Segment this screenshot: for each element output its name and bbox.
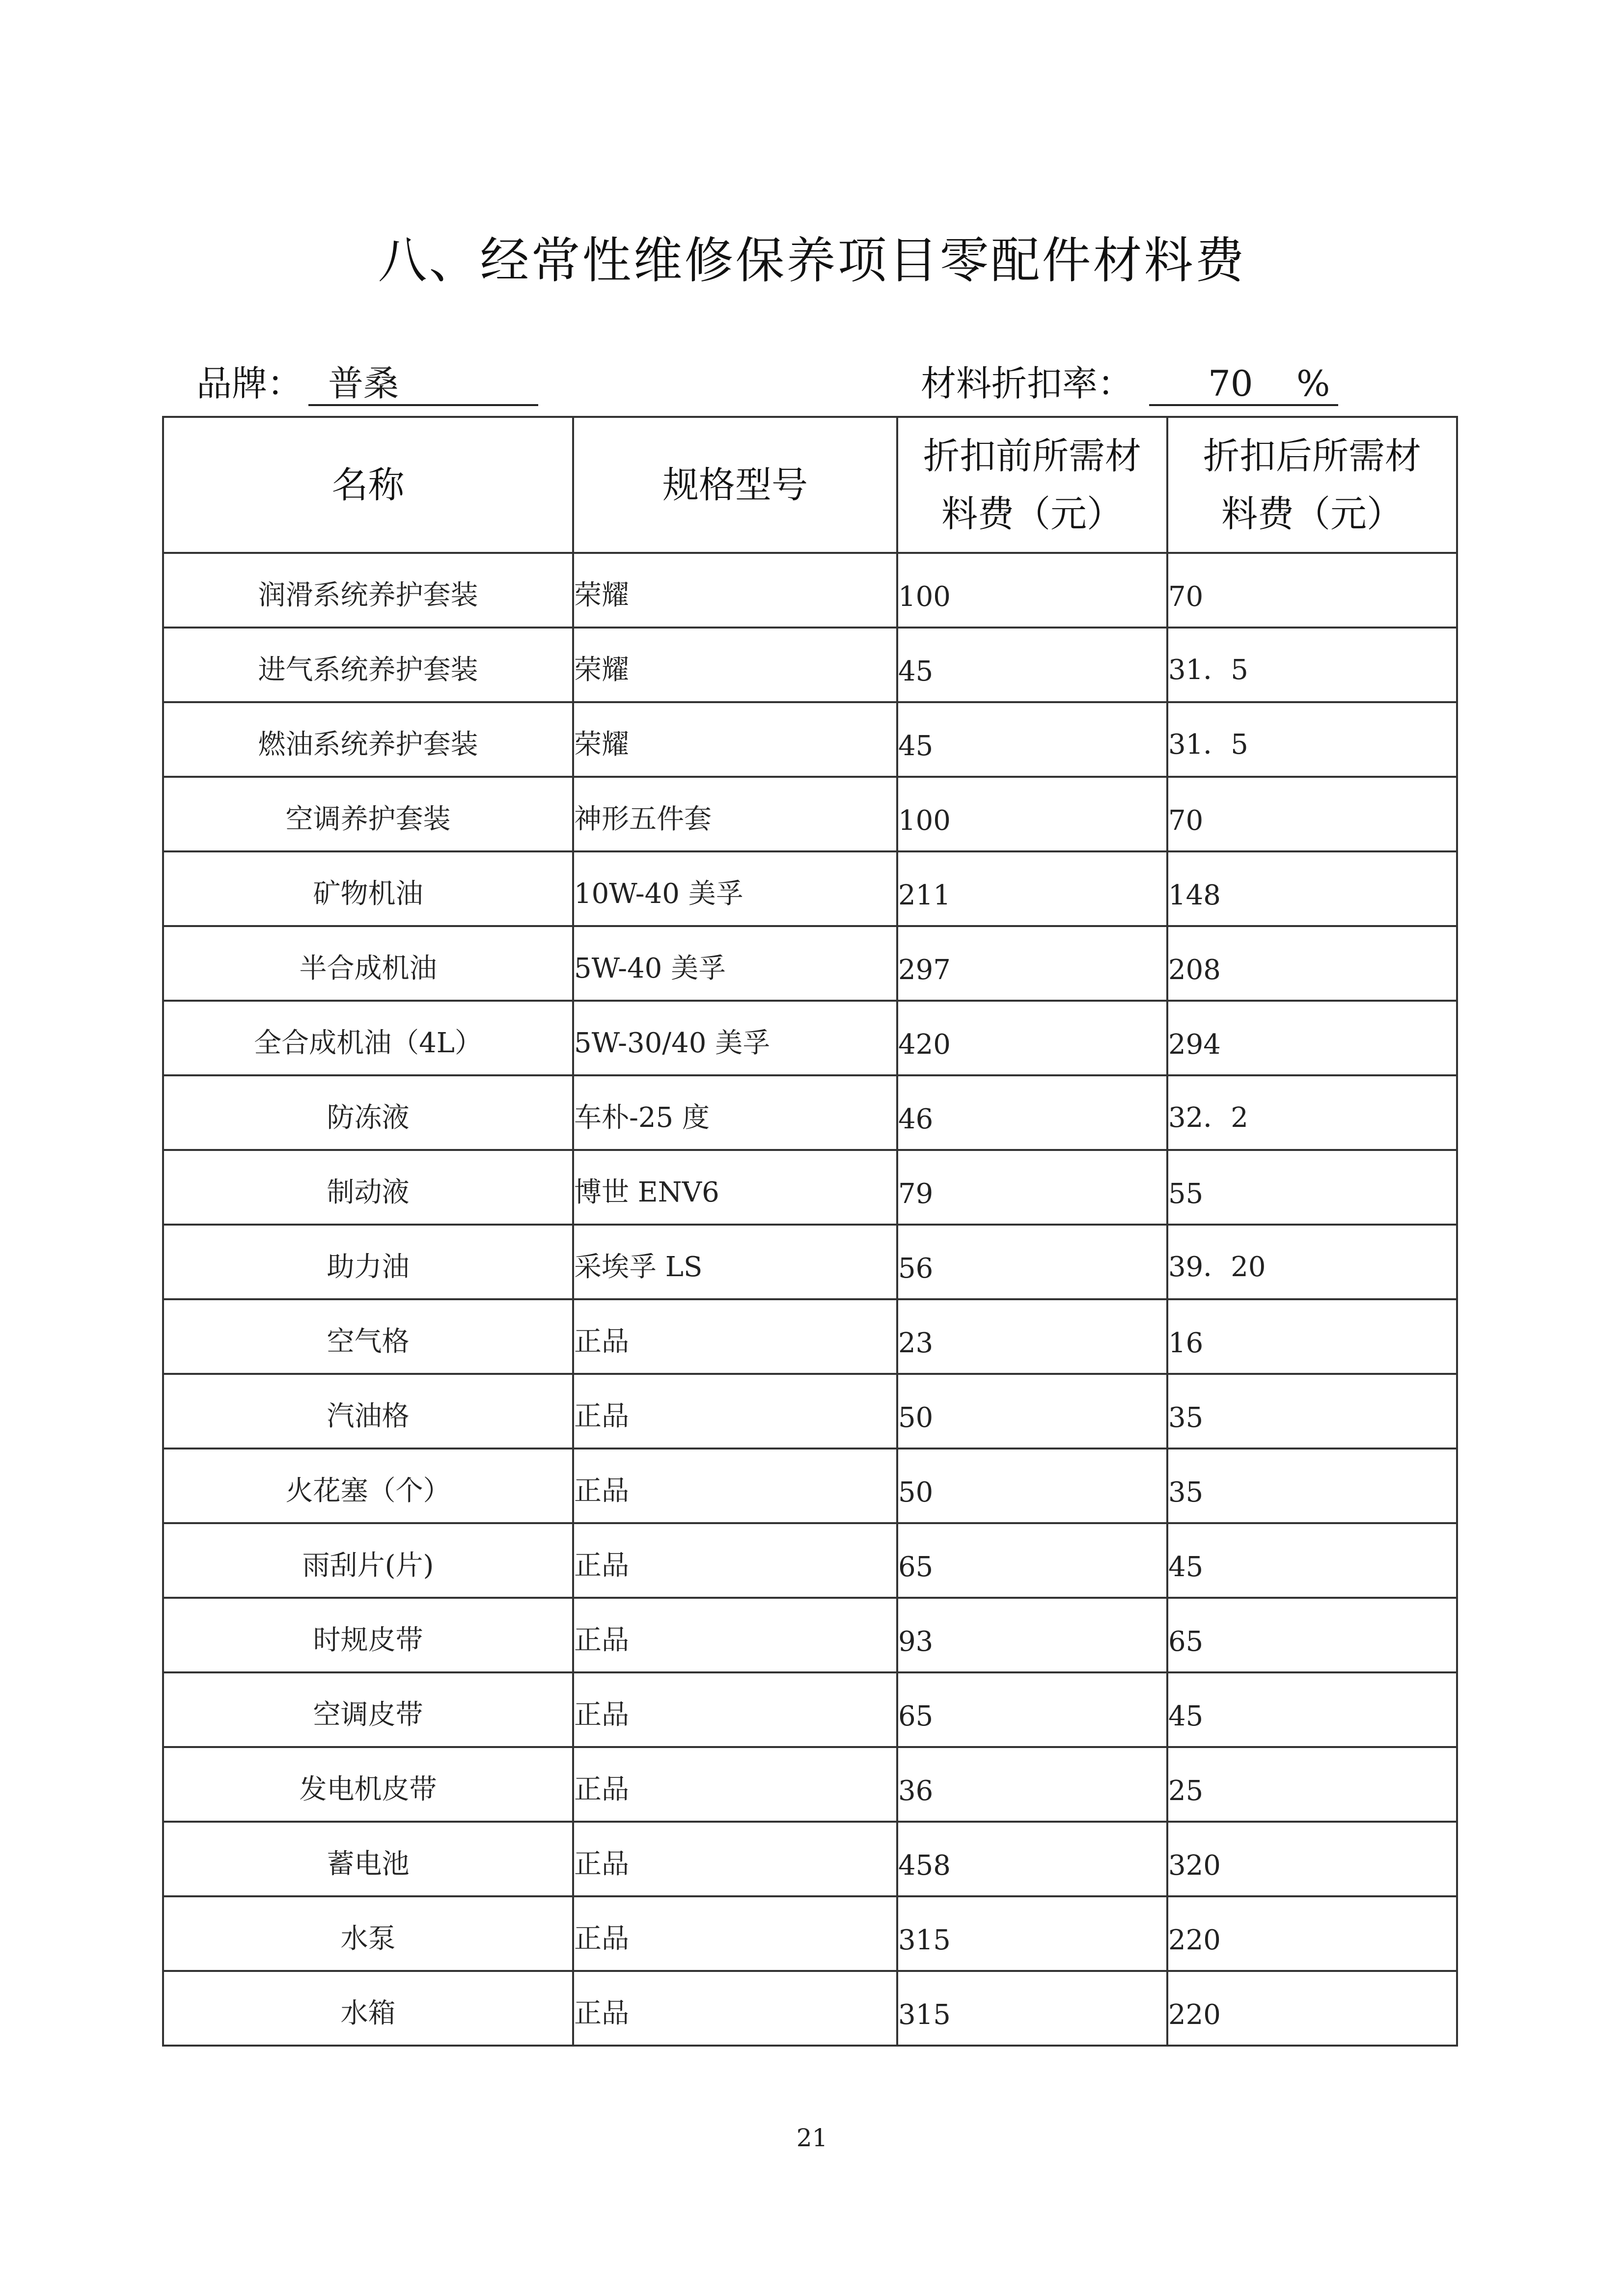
cell-price-after: 35 — [1167, 1374, 1457, 1449]
table-header-row — [163, 417, 1457, 553]
cell-spec: 采埃孚 LS — [573, 1225, 897, 1299]
cell-price-before: 36 — [897, 1747, 1167, 1822]
table-row — [163, 1971, 1457, 2046]
table-row — [163, 777, 1457, 851]
cell-name: 空调养护套装 — [163, 777, 573, 851]
cell-price-before: 211 — [897, 851, 1167, 926]
cell-price-before: 100 — [897, 553, 1167, 628]
cell-name: 时规皮带 — [163, 1598, 573, 1672]
cell-price-after: 220 — [1167, 1971, 1457, 2046]
cell-spec: 正品 — [573, 1299, 897, 1374]
cell-spec: 正品 — [573, 1449, 897, 1523]
table-row — [163, 1896, 1457, 1971]
cell-price-after: 32．2 — [1167, 1075, 1457, 1150]
cell-price-after: 39．20 — [1167, 1225, 1457, 1299]
cell-price-after: 208 — [1167, 926, 1457, 1001]
cell-price-before: 46 — [897, 1075, 1167, 1150]
cell-price-before: 458 — [897, 1822, 1167, 1896]
cell-spec: 正品 — [573, 1374, 897, 1449]
cell-spec: 荣耀 — [573, 553, 897, 628]
page-number: 21 — [796, 2124, 828, 2152]
cell-name: 空气格 — [163, 1299, 573, 1374]
cell-name: 防冻液 — [163, 1075, 573, 1150]
cell-price-after: 31．5 — [1167, 702, 1457, 777]
cell-price-before: 297 — [897, 926, 1167, 1001]
header-before — [897, 417, 1167, 553]
cell-name: 助力油 — [163, 1225, 573, 1299]
cell-spec: 正品 — [573, 1598, 897, 1672]
cell-name: 汽油格 — [163, 1374, 573, 1449]
cell-name: 发电机皮带 — [163, 1747, 573, 1822]
cell-name: 水泵 — [163, 1896, 573, 1971]
cell-price-before: 45 — [897, 702, 1167, 777]
cell-price-after: 45 — [1167, 1672, 1457, 1747]
header-before-line2: 料费（元） — [941, 492, 1123, 535]
cell-price-after: 320 — [1167, 1822, 1457, 1896]
cell-spec: 5W-30/40 美孚 — [573, 1001, 897, 1075]
parts-table — [162, 416, 1458, 2047]
cell-price-after: 25 — [1167, 1747, 1457, 1822]
cell-name: 制动液 — [163, 1150, 573, 1225]
cell-price-after: 70 — [1167, 553, 1457, 628]
header-after-line1: 折扣后所需材 — [1203, 435, 1421, 477]
cell-price-before: 420 — [897, 1001, 1167, 1075]
cell-name: 火花塞（个） — [163, 1449, 573, 1523]
cell-spec: 正品 — [573, 1822, 897, 1896]
table-row — [163, 851, 1457, 926]
cell-price-after: 65 — [1167, 1598, 1457, 1672]
cell-spec: 正品 — [573, 1747, 897, 1822]
header-spec: 规格型号 — [573, 417, 897, 553]
cell-price-after: 35 — [1167, 1449, 1457, 1523]
cell-price-after: 31．5 — [1167, 628, 1457, 702]
discount-value — [1149, 361, 1338, 406]
cell-spec: 车朴-25 度 — [573, 1075, 897, 1150]
cell-name: 水箱 — [163, 1971, 573, 2046]
brand-label: 品牌： — [196, 363, 303, 404]
cell-price-before: 79 — [897, 1150, 1167, 1225]
cell-price-before: 50 — [897, 1374, 1167, 1449]
cell-spec: 10W-40 美孚 — [573, 851, 897, 926]
cell-spec: 正品 — [573, 1971, 897, 2046]
cell-price-before: 56 — [897, 1225, 1167, 1299]
table-row — [163, 1523, 1457, 1598]
cell-price-before: 100 — [897, 777, 1167, 851]
cell-name: 燃油系统养护套装 — [163, 702, 573, 777]
cell-name: 矿物机油 — [163, 851, 573, 926]
table-row — [163, 1001, 1457, 1075]
cell-name: 进气系统养护套装 — [163, 628, 573, 702]
header-after-line2: 料费（元） — [1221, 492, 1403, 535]
table-row — [163, 628, 1457, 702]
table-row — [163, 1672, 1457, 1747]
cell-price-before: 23 — [897, 1299, 1167, 1374]
cell-spec: 博世 ENV6 — [573, 1150, 897, 1225]
cell-price-before: 50 — [897, 1449, 1167, 1523]
cell-price-after: 148 — [1167, 851, 1457, 926]
cell-spec: 正品 — [573, 1896, 897, 1971]
table-row — [163, 553, 1457, 628]
cell-name: 雨刮片(片) — [163, 1523, 573, 1598]
table-row — [163, 1299, 1457, 1374]
cell-spec: 神形五件套 — [573, 777, 897, 851]
cell-price-before: 45 — [897, 628, 1167, 702]
cell-spec: 正品 — [573, 1523, 897, 1598]
discount-label: 材料折扣率： — [921, 363, 1133, 404]
table-row — [163, 926, 1457, 1001]
cell-price-after: 70 — [1167, 777, 1457, 851]
cell-price-after: 220 — [1167, 1896, 1457, 1971]
table-row — [163, 702, 1457, 777]
cell-spec: 荣耀 — [573, 702, 897, 777]
header-before-line1: 折扣前所需材 — [923, 435, 1141, 477]
cell-name: 蓄电池 — [163, 1822, 573, 1896]
header-name: 名称 — [163, 417, 573, 553]
table-row — [163, 1747, 1457, 1822]
cell-price-after: 45 — [1167, 1523, 1457, 1598]
cell-price-after: 294 — [1167, 1001, 1457, 1075]
table-row — [163, 1449, 1457, 1523]
cell-name: 半合成机油 — [163, 926, 573, 1001]
table-body — [163, 553, 1457, 2046]
cell-spec: 正品 — [573, 1672, 897, 1747]
brand-value: 普桑 — [308, 361, 538, 406]
page-title: 八、经常性维修保养项目零配件材料费 — [378, 232, 1246, 289]
table-row — [163, 1374, 1457, 1449]
cell-price-after: 55 — [1167, 1150, 1457, 1225]
table-row — [163, 1075, 1457, 1150]
table-row — [163, 1598, 1457, 1672]
table-row — [163, 1822, 1457, 1896]
cell-price-before: 65 — [897, 1523, 1167, 1598]
discount-unit: % — [1296, 363, 1330, 404]
table-row — [163, 1225, 1457, 1299]
discount-rate: 70 — [1208, 363, 1253, 404]
table-row — [163, 1150, 1457, 1225]
cell-price-before: 93 — [897, 1598, 1167, 1672]
cell-name: 润滑系统养护套装 — [163, 553, 573, 628]
cell-price-after: 16 — [1167, 1299, 1457, 1374]
cell-spec: 荣耀 — [573, 628, 897, 702]
cell-spec: 5W-40 美孚 — [573, 926, 897, 1001]
cell-price-before: 315 — [897, 1971, 1167, 2046]
cell-price-before: 315 — [897, 1896, 1167, 1971]
cell-price-before: 65 — [897, 1672, 1167, 1747]
cell-name: 全合成机油（4L） — [163, 1001, 573, 1075]
cell-name: 空调皮带 — [163, 1672, 573, 1747]
header-after — [1167, 417, 1457, 553]
